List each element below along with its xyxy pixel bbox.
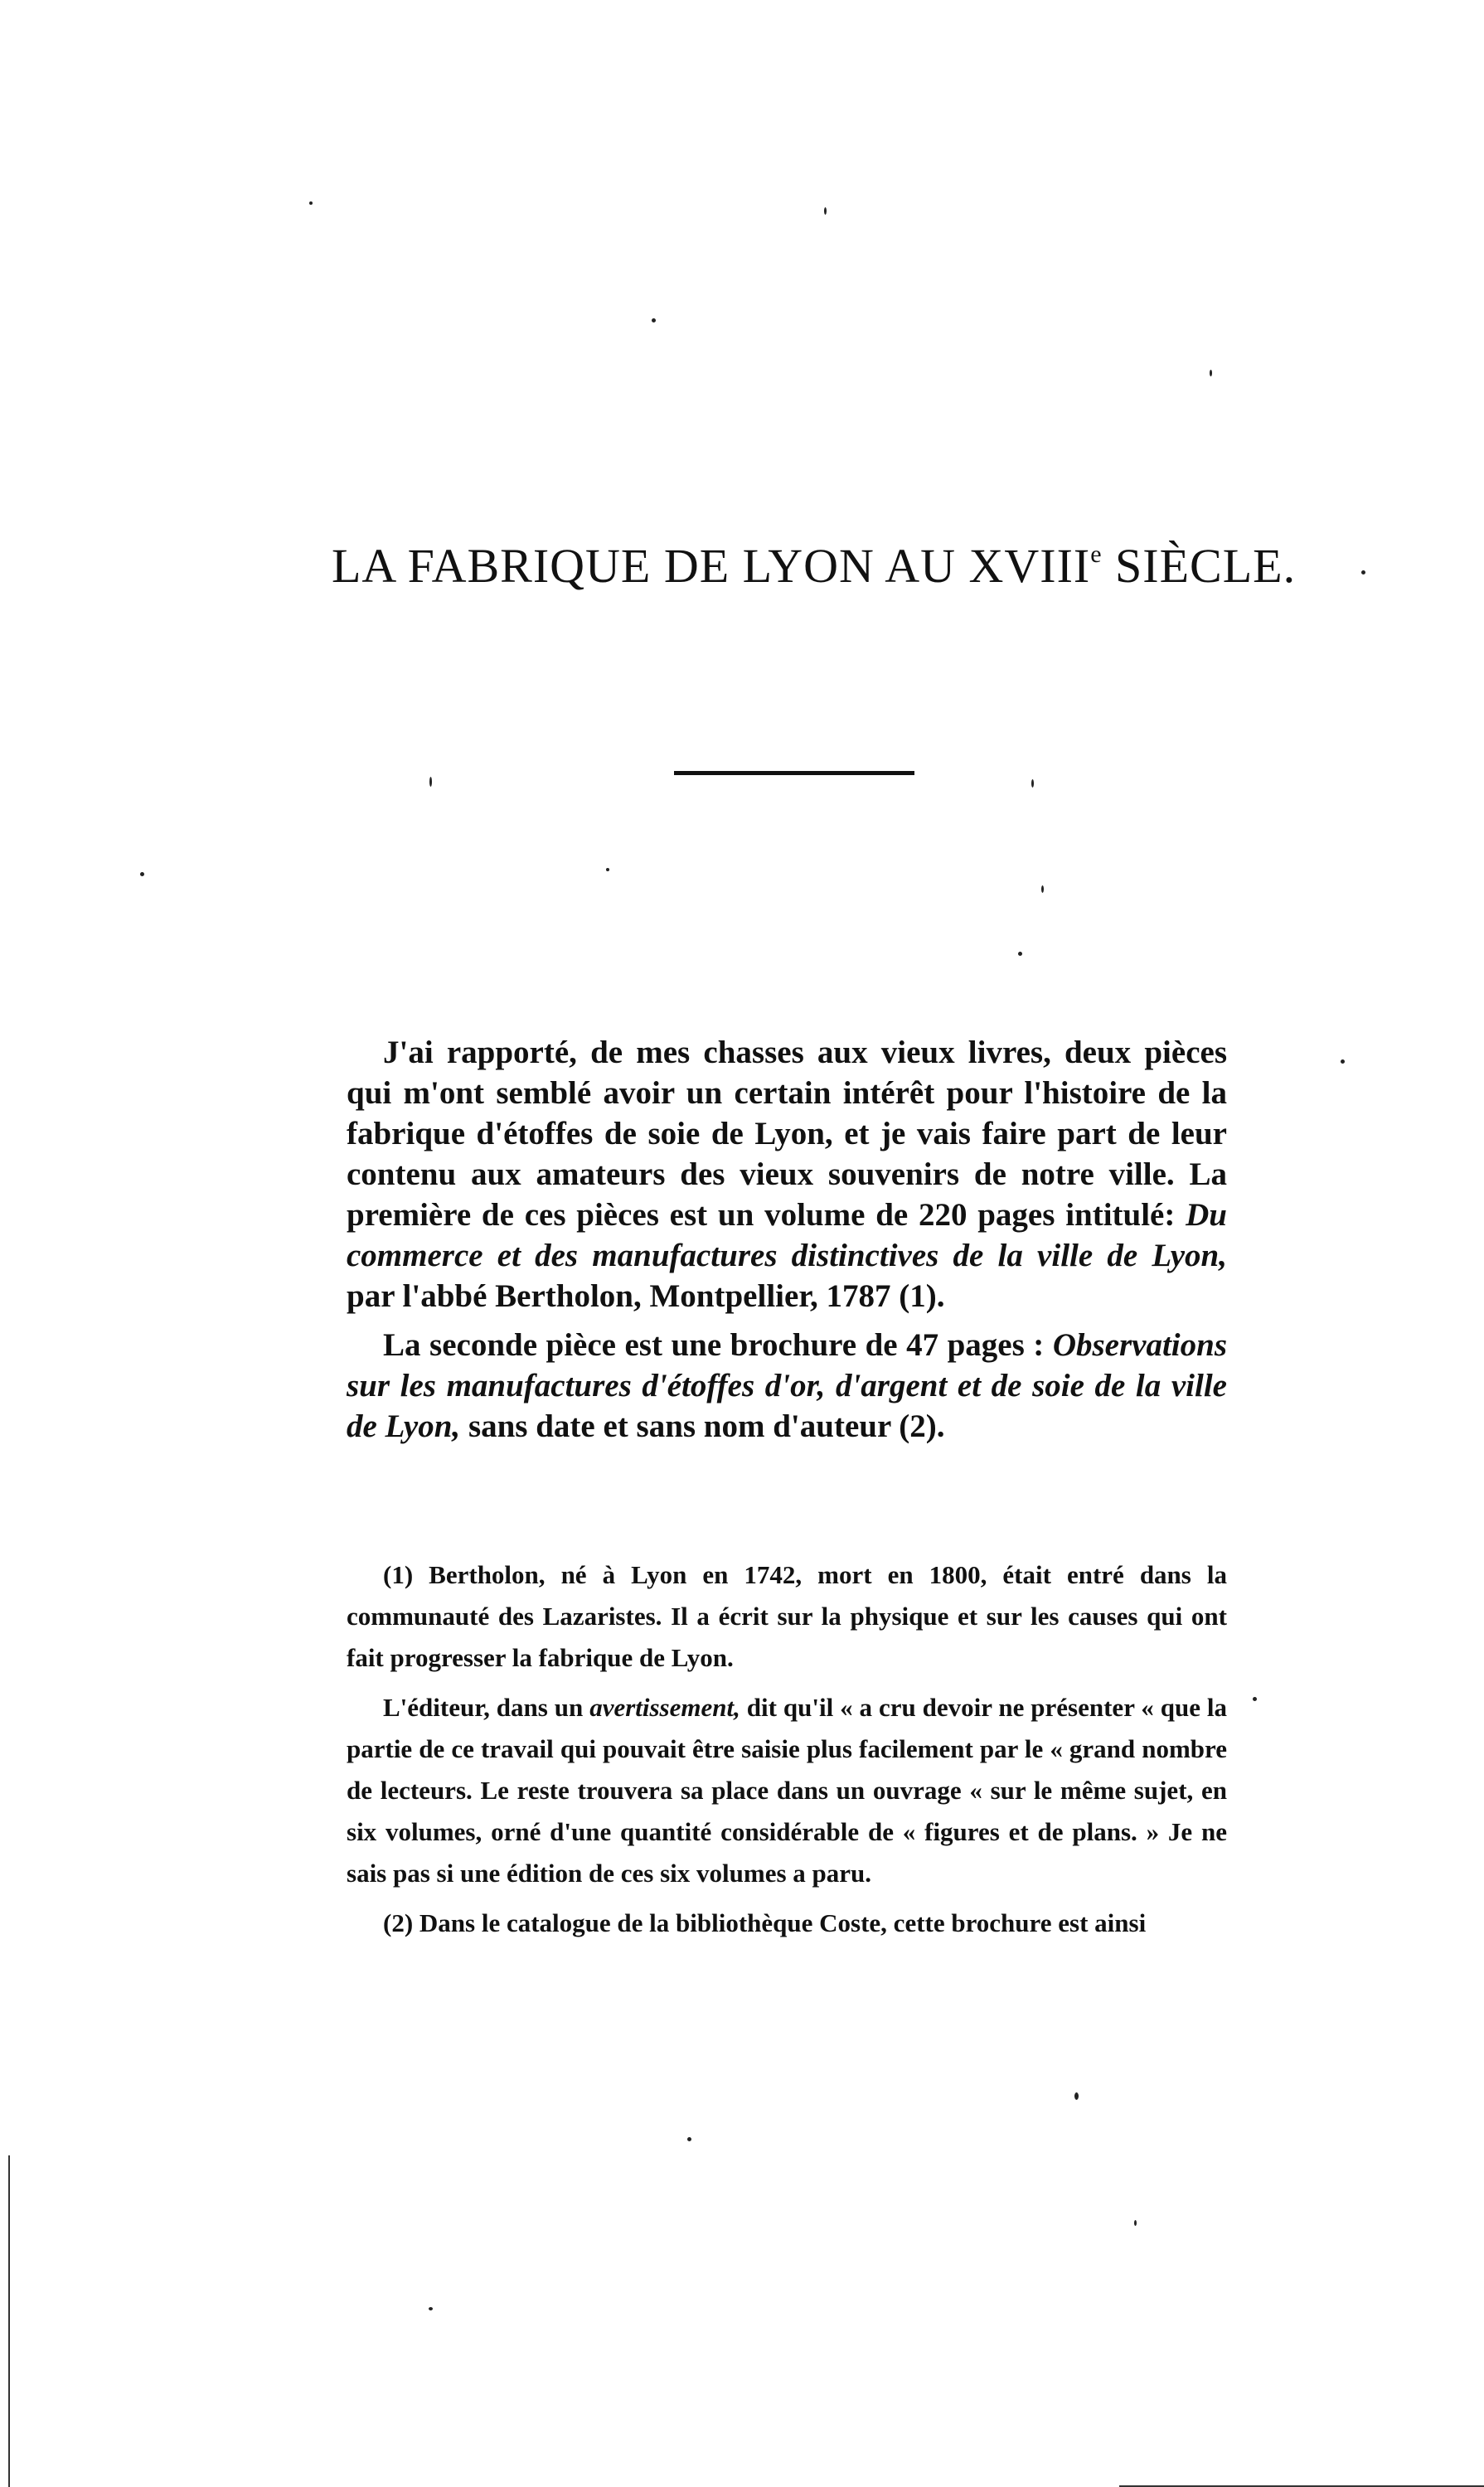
scan-speck: [309, 201, 313, 205]
main-text: [347, 1032, 1227, 1455]
scan-speck: [687, 2137, 691, 2141]
paragraph-1-book-title: Du commerce et des manufactures distinctives de la ville de Lyon,: [347, 1197, 1227, 1273]
page-title-end: SIÈCLE.: [1102, 539, 1297, 593]
footnotes: [347, 1554, 1227, 1952]
scan-speck: [1134, 2220, 1137, 2226]
paragraph-2: [347, 1325, 1227, 1447]
scan-speck: [1361, 570, 1365, 574]
paragraph-2-book-title: Observations sur les manufactures d'étoffes d'or, d'argent et de soie de la ville de Lyon,: [347, 1327, 1227, 1444]
paragraph-2-text-b: sans date et sans nom d'auteur (2).: [460, 1408, 945, 1444]
footnote-1-continued-text-b: dit qu'il « a cru devoir ne présenter « que la partie de ce travail qui pouvait être saisie plus facilement par le « grand nombre de lecteurs. Le reste trouvera sa place dans un ouvrage « sur le même sujet, en six volumes, orné d'une quantité considérable de « figures et de plans. » Je ne sais pas si une édition de ces six volumes a paru.: [347, 1693, 1228, 1888]
paragraph-2-text-a: La seconde pièce est une brochure de 47 pages :: [383, 1327, 1053, 1363]
footnote-1-continued: [347, 1687, 1227, 1894]
scan-speck: [1253, 1697, 1257, 1701]
scan-speck: [429, 2307, 433, 2310]
page-title-text: LA FABRIQUE DE LYON AU XVIII: [332, 539, 1091, 593]
footnote-2: (2) Dans le catalogue de la bibliothèque Coste, cette brochure est ainsi: [383, 1908, 1147, 1937]
scan-speck: [652, 318, 656, 322]
paragraph-1-text-b: par l'abbé Bertholon, Montpellier, 1787 (1).: [347, 1278, 945, 1314]
paragraph-1: [347, 1032, 1227, 1316]
scan-speck: [1031, 779, 1034, 788]
scan-speck: [1341, 1059, 1345, 1064]
scan-speck: [429, 777, 432, 787]
scan-speck: [1210, 370, 1212, 376]
scan-speck: [1074, 2092, 1079, 2100]
footnote-1: (1) Bertholon, né à Lyon en 1742, mort en 1800, était entré dans la communauté des Lazaristes. Il a écrit sur la physique et sur les causes qui ont fait progresser la fabrique de Lyon.: [347, 1560, 1227, 1672]
scan-edge-line: [8, 2155, 10, 2487]
paragraph-1-text-a: J'ai rapporté, de mes chasses aux vieux livres, deux pièces qui m'ont semblé avoir un certain intérêt pour l'histoire de la fabrique d'étoffes de soie de Lyon, et je vais faire part de leur contenu aux amateurs des vieux souvenirs de notre ville. La première de ces pièces est un volume de 220 pages intitulé:: [347, 1035, 1227, 1233]
scan-speck: [824, 207, 827, 215]
page-title-superscript: e: [1090, 541, 1103, 568]
scan-speck: [606, 868, 609, 871]
scan-speck: [140, 872, 144, 876]
page-title: [332, 537, 1297, 595]
title-divider: [674, 771, 914, 775]
scan-speck: [1041, 885, 1044, 893]
footnote-1-continued-emphasis: avertissement,: [589, 1693, 740, 1722]
footnote-1-continued-text-a: L'éditeur, dans un: [383, 1693, 590, 1722]
scan-speck: [1018, 952, 1022, 956]
